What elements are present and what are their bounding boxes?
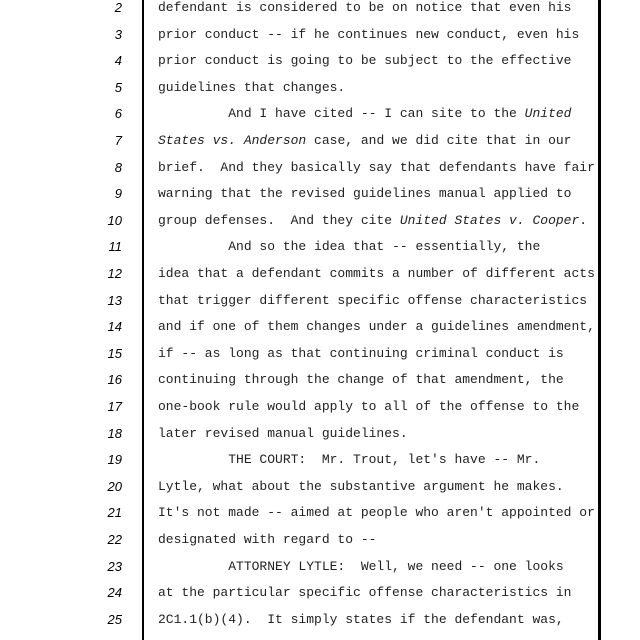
transcript-line (0, 612, 640, 639)
line-text-segment: continuing through the change of that amendment, the (158, 372, 564, 388)
line-text (158, 293, 587, 309)
line-number: 6 (114, 106, 122, 122)
transcript-line (0, 319, 640, 346)
line-text-segment: warning that the revised guidelines manual applied to (158, 186, 572, 202)
transcript-line (0, 213, 640, 240)
line-text (158, 80, 345, 96)
transcript-line (0, 27, 640, 54)
line-text-segment: Lytle, what about the substantive argument he makes. (158, 478, 564, 494)
transcript-line (0, 266, 640, 293)
line-text (158, 213, 587, 229)
line-text (158, 585, 571, 601)
line-text (158, 505, 595, 521)
line-number: 13 (107, 292, 122, 308)
line-number: 24 (107, 585, 122, 601)
line-text (158, 239, 540, 255)
transcript-line (0, 346, 640, 373)
line-text-segment: prior conduct is going to be subject to the effective (158, 53, 572, 69)
line-number: 2 (114, 0, 122, 15)
line-number: 23 (107, 558, 122, 574)
line-text (158, 106, 571, 122)
line-text (158, 186, 571, 202)
line-text-segment: defendant is considered to be on notice that even his (158, 0, 572, 15)
line-text-segment: and if one of them changes under a guidelines amendment, (158, 319, 595, 335)
line-text (158, 612, 564, 628)
line-text (158, 160, 595, 176)
transcript-line (0, 133, 640, 160)
line-number: 14 (107, 319, 122, 335)
line-text-segment: case, and we did cite that in our (306, 133, 572, 148)
line-number: 18 (107, 425, 122, 441)
transcript-line (0, 426, 640, 453)
line-text (158, 399, 579, 415)
line-text-segment: designated with regard to -- (158, 532, 377, 547)
line-number: 22 (107, 532, 122, 547)
italic-citation-text: States vs. Anderson (158, 133, 307, 148)
transcript-line (0, 532, 640, 559)
line-text-segment: 2C1.1(b)(4). It simply states if the defendant was, (158, 611, 564, 627)
italic-citation-text: United (524, 106, 572, 122)
transcript-line (0, 0, 640, 27)
line-text-segment: idea that a defendant commits a number of different acts (158, 266, 595, 281)
line-text-segment: . (579, 212, 588, 228)
transcript-line (0, 293, 640, 320)
line-text-segment: guidelines that changes. (158, 79, 346, 95)
line-text (158, 559, 564, 575)
transcript-line (0, 53, 640, 80)
transcript-line (0, 80, 640, 107)
transcript-line (0, 479, 640, 506)
line-text-segment: ATTORNEY LYTLE: Well, we need -- one looks (158, 558, 564, 574)
line-text-segment: later revised manual guidelines. (158, 425, 408, 441)
line-text (158, 133, 571, 149)
line-number: 16 (107, 372, 122, 388)
line-number: 21 (107, 505, 122, 521)
line-number: 12 (107, 266, 122, 281)
line-text-segment: THE COURT: Mr. Trout, let's have -- Mr. (158, 452, 541, 468)
line-text (158, 53, 571, 69)
line-number: 11 (108, 239, 122, 255)
line-number: 3 (114, 26, 122, 42)
line-text (158, 319, 595, 335)
line-number: 9 (114, 186, 122, 202)
transcript-line (0, 452, 640, 479)
line-number: 25 (107, 611, 122, 627)
transcript-line (0, 559, 640, 586)
line-text-segment: It's not made -- aimed at people who aren't appointed or (158, 505, 595, 521)
line-text-segment: And so the idea that -- essentially, the (158, 239, 541, 255)
line-text-segment: at the particular specific offense characteristics in (158, 585, 572, 601)
line-number: 10 (107, 212, 122, 228)
transcript-line (0, 585, 640, 612)
line-number: 17 (107, 399, 122, 414)
line-text (158, 27, 579, 43)
transcript-line (0, 399, 640, 426)
line-text-segment: And I have cited -- I can site to the (158, 106, 525, 122)
line-text (158, 372, 564, 388)
line-text (158, 346, 564, 362)
line-text-segment: if -- as long as that continuing criminal conduct is (158, 345, 564, 361)
line-text-segment: that trigger different specific offense characteristics (158, 292, 588, 308)
line-text (158, 532, 376, 548)
transcript-line (0, 186, 640, 213)
line-text-segment: group defenses. And they cite (158, 212, 400, 228)
line-number: 15 (107, 345, 122, 361)
line-text-segment: one-book rule would apply to all of the offense to the (158, 399, 580, 414)
line-number: 7 (114, 133, 122, 148)
transcript-line (0, 239, 640, 266)
transcript-line (0, 106, 640, 133)
line-number: 20 (107, 478, 122, 494)
line-text (158, 479, 564, 495)
line-text (158, 452, 540, 468)
line-number: 5 (114, 79, 122, 95)
line-number: 4 (114, 53, 122, 69)
line-text-segment: prior conduct -- if he continues new conduct, even his (158, 26, 580, 42)
transcript-line (0, 372, 640, 399)
line-number: 19 (107, 452, 122, 468)
line-text (158, 0, 571, 16)
line-text (158, 266, 595, 282)
transcript-line (0, 160, 640, 187)
transcript-line (0, 505, 640, 532)
line-text (158, 426, 408, 442)
line-text-segment: brief. And they basically say that defendants have fair (158, 159, 595, 175)
line-number: 8 (114, 159, 122, 175)
italic-citation-text: United States v. Cooper (399, 212, 580, 228)
